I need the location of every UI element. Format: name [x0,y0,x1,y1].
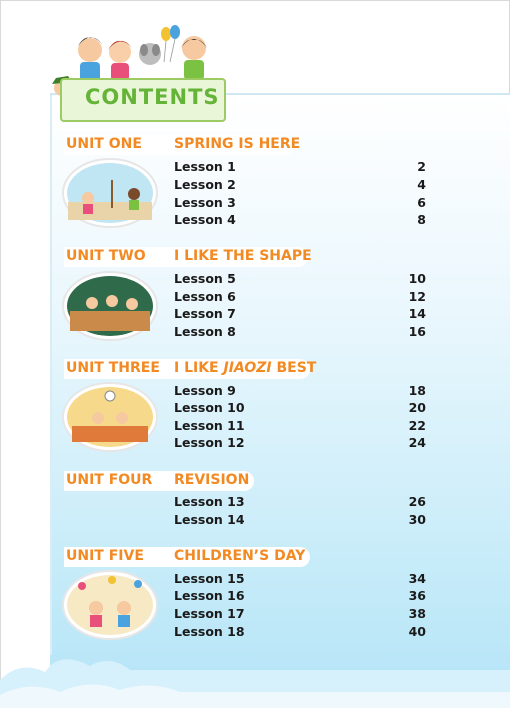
lesson-name: Lesson 4 [174,212,236,227]
lesson-name: Lesson 16 [174,588,245,603]
lesson-page: 40 [408,624,426,639]
unit-three-title: I LIKE JIAOZI BEST [174,360,317,376]
lesson-page: 8 [417,212,426,227]
lesson-page: 30 [408,512,426,527]
lesson-page: 2 [417,159,426,174]
panel-left-border [50,95,52,655]
cloud-decoration [0,640,510,708]
unit-four-label: UNIT FOUR [66,472,153,488]
lesson-name: Lesson 18 [174,624,245,639]
lesson-name: Lesson 8 [174,324,236,339]
lesson-name: Lesson 14 [174,512,245,527]
lesson-page: 24 [408,435,426,450]
lesson-name: Lesson 17 [174,606,245,621]
page-title: CONTENTS [85,85,220,109]
lesson-name: Lesson 6 [174,289,236,304]
lesson-name: Lesson 1 [174,159,236,174]
unit-two-illustration [62,271,158,341]
lesson-name: Lesson 12 [174,435,245,450]
unit-three-illustration [62,382,158,452]
lesson-name: Lesson 10 [174,400,245,415]
unit-one-label: UNIT ONE [66,136,142,152]
lesson-page: 22 [408,418,426,433]
lesson-name: Lesson 13 [174,494,245,509]
lesson-page: 34 [408,571,426,586]
lesson-page: 38 [408,606,426,621]
lesson-page: 16 [408,324,426,339]
unit-three-label: UNIT THREE [66,360,160,376]
unit-two-label: UNIT TWO [66,248,146,264]
unit-five-illustration [62,570,158,640]
lesson-name: Lesson 15 [174,571,245,586]
lesson-name: Lesson 11 [174,418,245,433]
unit-four-title: REVISION [174,472,250,488]
lesson-page: 36 [408,588,426,603]
lesson-page: 4 [417,177,426,192]
lesson-page: 20 [408,400,426,415]
unit-one-illustration [62,158,158,228]
unit-five-title: CHILDREN’S DAY [174,548,306,564]
lesson-page: 12 [408,289,426,304]
unit-one-title: SPRING IS HERE [174,136,301,152]
unit-five-label: UNIT FIVE [66,548,144,564]
lesson-page: 6 [417,195,426,210]
lesson-page: 18 [408,383,426,398]
lesson-page: 10 [408,271,426,286]
lesson-name: Lesson 7 [174,306,236,321]
lesson-page: 26 [408,494,426,509]
unit-two-title: I LIKE THE SHAPE [174,248,312,264]
lesson-name: Lesson 2 [174,177,236,192]
lesson-name: Lesson 3 [174,195,236,210]
lesson-name: Lesson 9 [174,383,236,398]
lesson-page: 14 [408,306,426,321]
lesson-name: Lesson 5 [174,271,236,286]
